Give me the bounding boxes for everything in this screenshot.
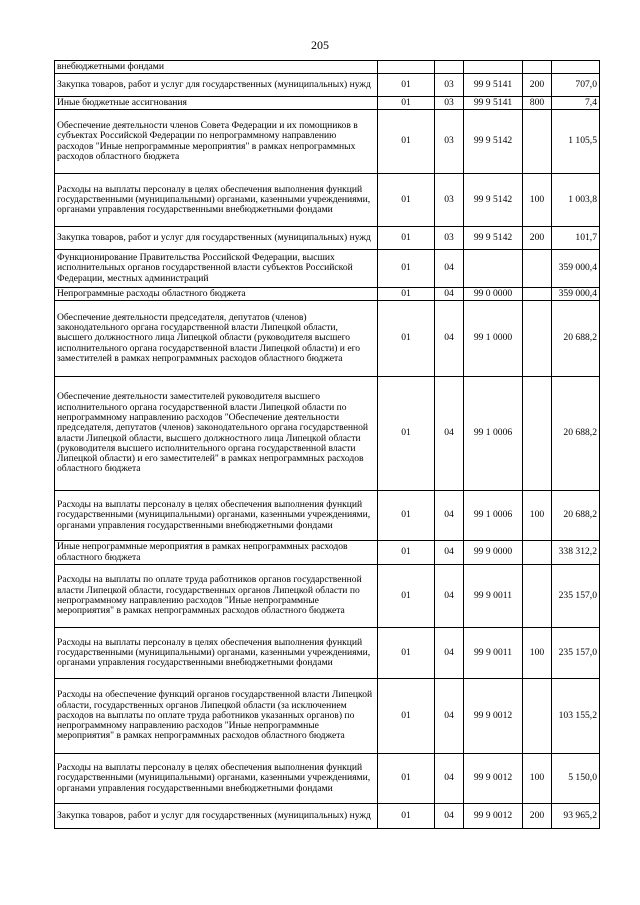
amount-cell bbox=[552, 61, 600, 74]
table-row bbox=[55, 541, 600, 565]
target-article-cell: 99 9 5142 bbox=[464, 174, 523, 227]
target-article-cell: 99 9 0012 bbox=[464, 679, 523, 754]
subsection-code-cell: 04 bbox=[435, 754, 464, 804]
amount-cell: 338 312,2 bbox=[552, 541, 600, 565]
amount-cell: 103 155,2 bbox=[552, 679, 600, 754]
expense-type-cell bbox=[523, 301, 552, 377]
amount-cell: 707,0 bbox=[552, 74, 600, 97]
expense-type-cell bbox=[523, 110, 552, 174]
expense-type-cell bbox=[523, 61, 552, 74]
section-code-cell: 01 bbox=[378, 377, 435, 491]
expense-name-cell: Иные непрограммные мероприятия в рамках непрограммных расходов областного бюджета bbox=[55, 541, 378, 565]
expense-name-cell: Расходы на выплаты персоналу в целях обеспечения выполнения функций государственными (муниципальными) органами, казенными учреждениями, органами управления государственными внебюджетными фондами bbox=[55, 491, 378, 541]
expense-type-cell bbox=[523, 288, 552, 301]
section-code-cell: 01 bbox=[378, 97, 435, 110]
table-row bbox=[55, 110, 600, 174]
section-code-cell: 01 bbox=[378, 565, 435, 628]
expense-name-cell: Закупка товаров, работ и услуг для государственных (муниципальных) нужд bbox=[55, 74, 378, 97]
section-code-cell: 01 bbox=[378, 227, 435, 250]
amount-cell: 20 688,2 bbox=[552, 377, 600, 491]
subsection-code-cell: 04 bbox=[435, 377, 464, 491]
subsection-code-cell: 04 bbox=[435, 541, 464, 565]
section-code-cell: 01 bbox=[378, 110, 435, 174]
expense-name-cell: Функционирование Правительства Российской Федерации, высших исполнительных органов государственной власти субъектов Российской Федерации, местных администраций bbox=[55, 250, 378, 288]
target-article-cell: 99 9 0012 bbox=[464, 754, 523, 804]
table-row bbox=[55, 491, 600, 541]
expense-type-cell: 100 bbox=[523, 628, 552, 679]
table-row bbox=[55, 74, 600, 97]
table-row bbox=[55, 628, 600, 679]
target-article-cell: 99 9 5142 bbox=[464, 227, 523, 250]
section-code-cell: 01 bbox=[378, 301, 435, 377]
amount-cell: 1 003,8 bbox=[552, 174, 600, 227]
subsection-code-cell: 04 bbox=[435, 679, 464, 754]
subsection-code-cell: 04 bbox=[435, 301, 464, 377]
expense-name-cell: Обеспечение деятельности членов Совета Федерации и их помощников в субъектах Российской Федерации по непрограммному направлению расходов "Иные непрограммные мероприятия" в рамках непрограммных расходов областного бюджета bbox=[55, 110, 378, 174]
budget-table-body bbox=[55, 61, 600, 829]
table-row bbox=[55, 61, 600, 74]
expense-name-cell: Расходы на выплаты персоналу в целях обеспечения выполнения функций государственными (муниципальными) органами, казенными учреждениями, органами управления государственными внебюджетными фондами bbox=[55, 174, 378, 227]
section-code-cell: 01 bbox=[378, 754, 435, 804]
table-row bbox=[55, 679, 600, 754]
table-row bbox=[55, 174, 600, 227]
expense-name-cell: Иные бюджетные ассигнования bbox=[55, 97, 378, 110]
expense-name-cell: внебюджетными фондами bbox=[55, 61, 378, 74]
expense-name-cell: Расходы на выплаты персоналу в целях обеспечения выполнения функций государственными (муниципальными) органами, казенными учреждениями, органами управления государственными внебюджетными фондами bbox=[55, 754, 378, 804]
target-article-cell: 99 9 5141 bbox=[464, 97, 523, 110]
amount-cell: 101,7 bbox=[552, 227, 600, 250]
target-article-cell: 99 9 0011 bbox=[464, 628, 523, 679]
target-article-cell: 99 9 5142 bbox=[464, 110, 523, 174]
expense-name-cell: Расходы на обеспечение функций органов государственной власти Липецкой области, государственных органов Липецкой области (за исключением расходов на выплаты по оплате труда работников указанных органов) по непрограммному направлению расходов "Иные непрограммные мероприятия" в рамках непрограммных расходов областного бюджета bbox=[55, 679, 378, 754]
table-row bbox=[55, 565, 600, 628]
expense-type-cell bbox=[523, 250, 552, 288]
subsection-code-cell: 03 bbox=[435, 227, 464, 250]
expense-type-cell: 100 bbox=[523, 174, 552, 227]
subsection-code-cell: 04 bbox=[435, 250, 464, 288]
subsection-code-cell: 03 bbox=[435, 97, 464, 110]
section-code-cell: 01 bbox=[378, 491, 435, 541]
expense-type-cell: 100 bbox=[523, 491, 552, 541]
table-row bbox=[55, 250, 600, 288]
expense-type-cell bbox=[523, 377, 552, 491]
subsection-code-cell: 03 bbox=[435, 174, 464, 227]
subsection-code-cell: 04 bbox=[435, 628, 464, 679]
amount-cell: 235 157,0 bbox=[552, 628, 600, 679]
amount-cell: 359 000,4 bbox=[552, 288, 600, 301]
subsection-code-cell: 04 bbox=[435, 288, 464, 301]
amount-cell: 93 965,2 bbox=[552, 804, 600, 829]
expense-name-cell: Расходы на выплаты по оплате труда работников органов государственной власти Липецкой области, государственных органов Липецкой области по непрограммному направлению расходов "Иные непрограммные мероприятия" в рамках непрограммных расходов областного бюджета bbox=[55, 565, 378, 628]
subsection-code-cell: 03 bbox=[435, 74, 464, 97]
table-row bbox=[55, 377, 600, 491]
target-article-cell: 99 9 5141 bbox=[464, 74, 523, 97]
amount-cell: 20 688,2 bbox=[552, 301, 600, 377]
amount-cell: 1 105,5 bbox=[552, 110, 600, 174]
section-code-cell: 01 bbox=[378, 250, 435, 288]
subsection-code-cell: 03 bbox=[435, 110, 464, 174]
section-code-cell: 01 bbox=[378, 804, 435, 829]
expense-type-cell: 200 bbox=[523, 74, 552, 97]
section-code-cell: 01 bbox=[378, 679, 435, 754]
section-code-cell: 01 bbox=[378, 74, 435, 97]
target-article-cell: 99 9 0012 bbox=[464, 804, 523, 829]
expense-type-cell: 200 bbox=[523, 804, 552, 829]
expense-name-cell: Обеспечение деятельности председателя, депутатов (членов) законодательного органа государственной власти Липецкой области, высшего должностного лица Липецкой области (руководителя высшего исполнительного органа государственной власти Липецкой области) и его заместителей в рамках непрограммных расходов областного бюджета bbox=[55, 301, 378, 377]
expense-name-cell: Закупка товаров, работ и услуг для государственных (муниципальных) нужд bbox=[55, 804, 378, 829]
amount-cell: 20 688,2 bbox=[552, 491, 600, 541]
target-article-cell: 99 1 0006 bbox=[464, 491, 523, 541]
expense-type-cell bbox=[523, 541, 552, 565]
expense-type-cell: 800 bbox=[523, 97, 552, 110]
subsection-code-cell: 04 bbox=[435, 491, 464, 541]
target-article-cell: 99 9 0000 bbox=[464, 541, 523, 565]
amount-cell: 5 150,0 bbox=[552, 754, 600, 804]
amount-cell: 359 000,4 bbox=[552, 250, 600, 288]
expense-name-cell: Непрограммные расходы областного бюджета bbox=[55, 288, 378, 301]
expense-name-cell: Расходы на выплаты персоналу в целях обеспечения выполнения функций государственными (муниципальными) органами, казенными учреждениями, органами управления государственными внебюджетными фондами bbox=[55, 628, 378, 679]
target-article-cell bbox=[464, 250, 523, 288]
target-article-cell bbox=[464, 61, 523, 74]
table-row bbox=[55, 804, 600, 829]
expense-name-cell: Обеспечение деятельности заместителей руководителя высшего исполнительного органа государственной власти Липецкой области по непрограммному направлению расходов "Обеспечение деятельности председателя, депутатов (членов) законодательного органа государственной власти Липецкой области, высшего должностного лица Липецкой области (руководителя высшего исполнительного органа государственной власти Липецкой области) и его заместителей" в рамках непрограммных расходов областного бюджета bbox=[55, 377, 378, 491]
page-number: 205 bbox=[311, 38, 329, 52]
amount-cell: 7,4 bbox=[552, 97, 600, 110]
section-code-cell: 01 bbox=[378, 174, 435, 227]
target-article-cell: 99 1 0000 bbox=[464, 301, 523, 377]
budget-table bbox=[54, 60, 600, 829]
section-code-cell: 01 bbox=[378, 541, 435, 565]
table-row bbox=[55, 227, 600, 250]
subsection-code-cell: 04 bbox=[435, 565, 464, 628]
section-code-cell: 01 bbox=[378, 288, 435, 301]
section-code-cell: 01 bbox=[378, 628, 435, 679]
expense-type-cell: 200 bbox=[523, 227, 552, 250]
section-code-cell bbox=[378, 61, 435, 74]
table-row bbox=[55, 754, 600, 804]
target-article-cell: 99 9 0011 bbox=[464, 565, 523, 628]
expense-type-cell bbox=[523, 565, 552, 628]
table-row bbox=[55, 97, 600, 110]
expense-type-cell bbox=[523, 679, 552, 754]
table-row bbox=[55, 301, 600, 377]
expense-type-cell: 100 bbox=[523, 754, 552, 804]
table-row bbox=[55, 288, 600, 301]
subsection-code-cell bbox=[435, 61, 464, 74]
target-article-cell: 99 0 0000 bbox=[464, 288, 523, 301]
amount-cell: 235 157,0 bbox=[552, 565, 600, 628]
expense-name-cell: Закупка товаров, работ и услуг для государственных (муниципальных) нужд bbox=[55, 227, 378, 250]
target-article-cell: 99 1 0006 bbox=[464, 377, 523, 491]
subsection-code-cell: 04 bbox=[435, 804, 464, 829]
